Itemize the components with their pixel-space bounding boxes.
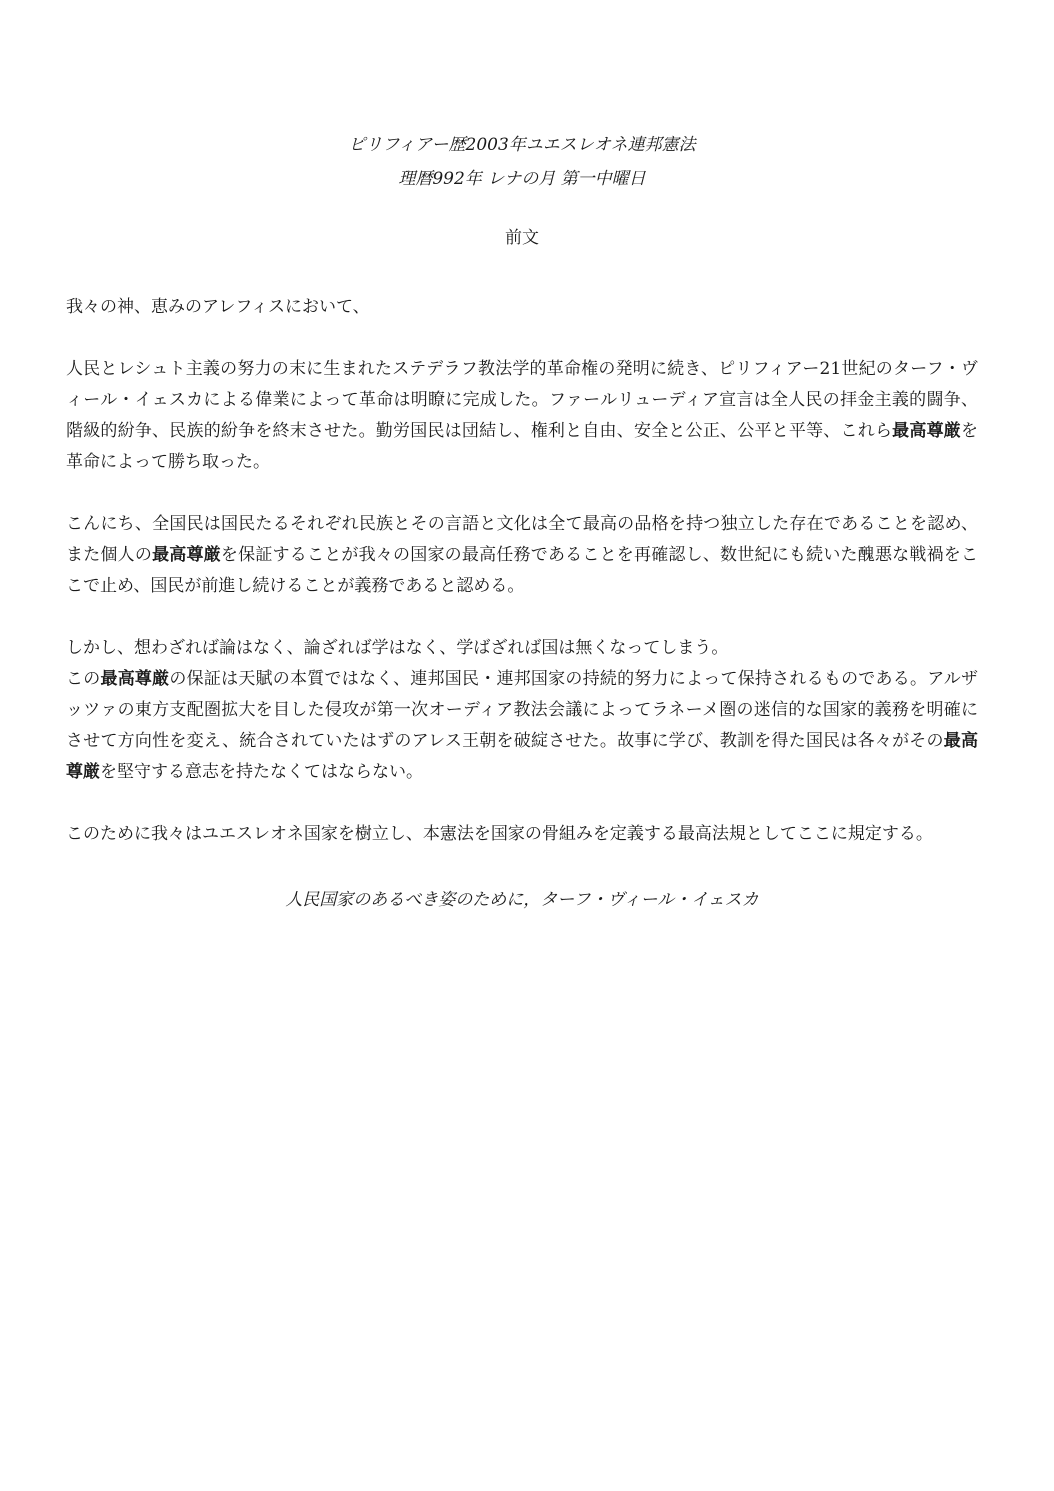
paragraph-establishment: このために我々はユエスレオネ国家を樹立し、本憲法を国家の骨組みを定義する最高法規としてここに規定する。 [66,824,933,844]
paragraph-text: の保証は天賦の本質ではなく、連邦国民・連邦国家の持続的努力によって保持されるものである。アルザッツァの東方支配圏拡大を目した侵攻が第一次オーディア教法会議によってラネーメ圏の迷信的な国家的義務を明確にさせて方向性を変え、統合されていたはずのアレス王朝を破綻させた。故事に学び、教訓を得た国民は各々がその [66,669,979,751]
document-date: 理暦992年 レナの月 第一中曜日 [398,169,646,189]
paragraph-text: を保証することが我々の国家の最高任務であることを再確認し、数世紀にも続いた醜悪な戦禍をここで止め、国民が前進し続けることが義務であると認める。 [66,545,979,596]
paragraph-invocation: 我々の神、恵みのアレフィスにおいて、 [66,297,370,317]
paragraph-text: この [66,669,101,689]
signature: 人民国家のあるべき姿のために，ターフ・ヴィール・イェスカ [285,890,759,910]
paragraph-text: 人民とレシュト主義の努力の末に生まれたステデラフ教法学的革命権の発明に続き、ピリフィアー21世紀のターフ・ヴィール・イェスカによる偉業によって革命は明瞭に完成した。ファールリューディア宣言は全人民の拝金主義的闘争、階級的紛争、民族的紛争を終末させた。勤労国民は団結し、権利と自由、安全と公正、公平と平等、これら [66,359,978,441]
emphasis-term: 最高尊厳 [100,669,170,689]
paragraph-text: を堅守する意志を持たなくてはならない。 [100,762,423,782]
paragraph-dignity [66,664,978,788]
paragraph-nations [66,509,978,602]
paragraph-learning: しかし、想わざれば論はなく、論ざれば学はなく、学ばざれば国は無くなってしまう。 [66,638,729,658]
emphasis-term: 最高尊厳 [892,421,962,441]
emphasis-term: 最高尊厳 [66,731,978,782]
paragraph-text: を革命によって勝ち取った。 [66,421,979,472]
paragraph-revolution [66,354,978,478]
document-page [66,128,978,931]
emphasis-term: 最高尊厳 [152,545,221,565]
document-title: ピリフィアー歴2003年ユエスレオネ連邦憲法 [348,135,696,155]
section-heading: 前文 [505,228,539,248]
paragraph-text: こんにち、全国民は国民たるそれぞれ民族とその言語と文化は全て最高の品格を持つ独立した存在であることを認め、また個人の [66,514,978,565]
